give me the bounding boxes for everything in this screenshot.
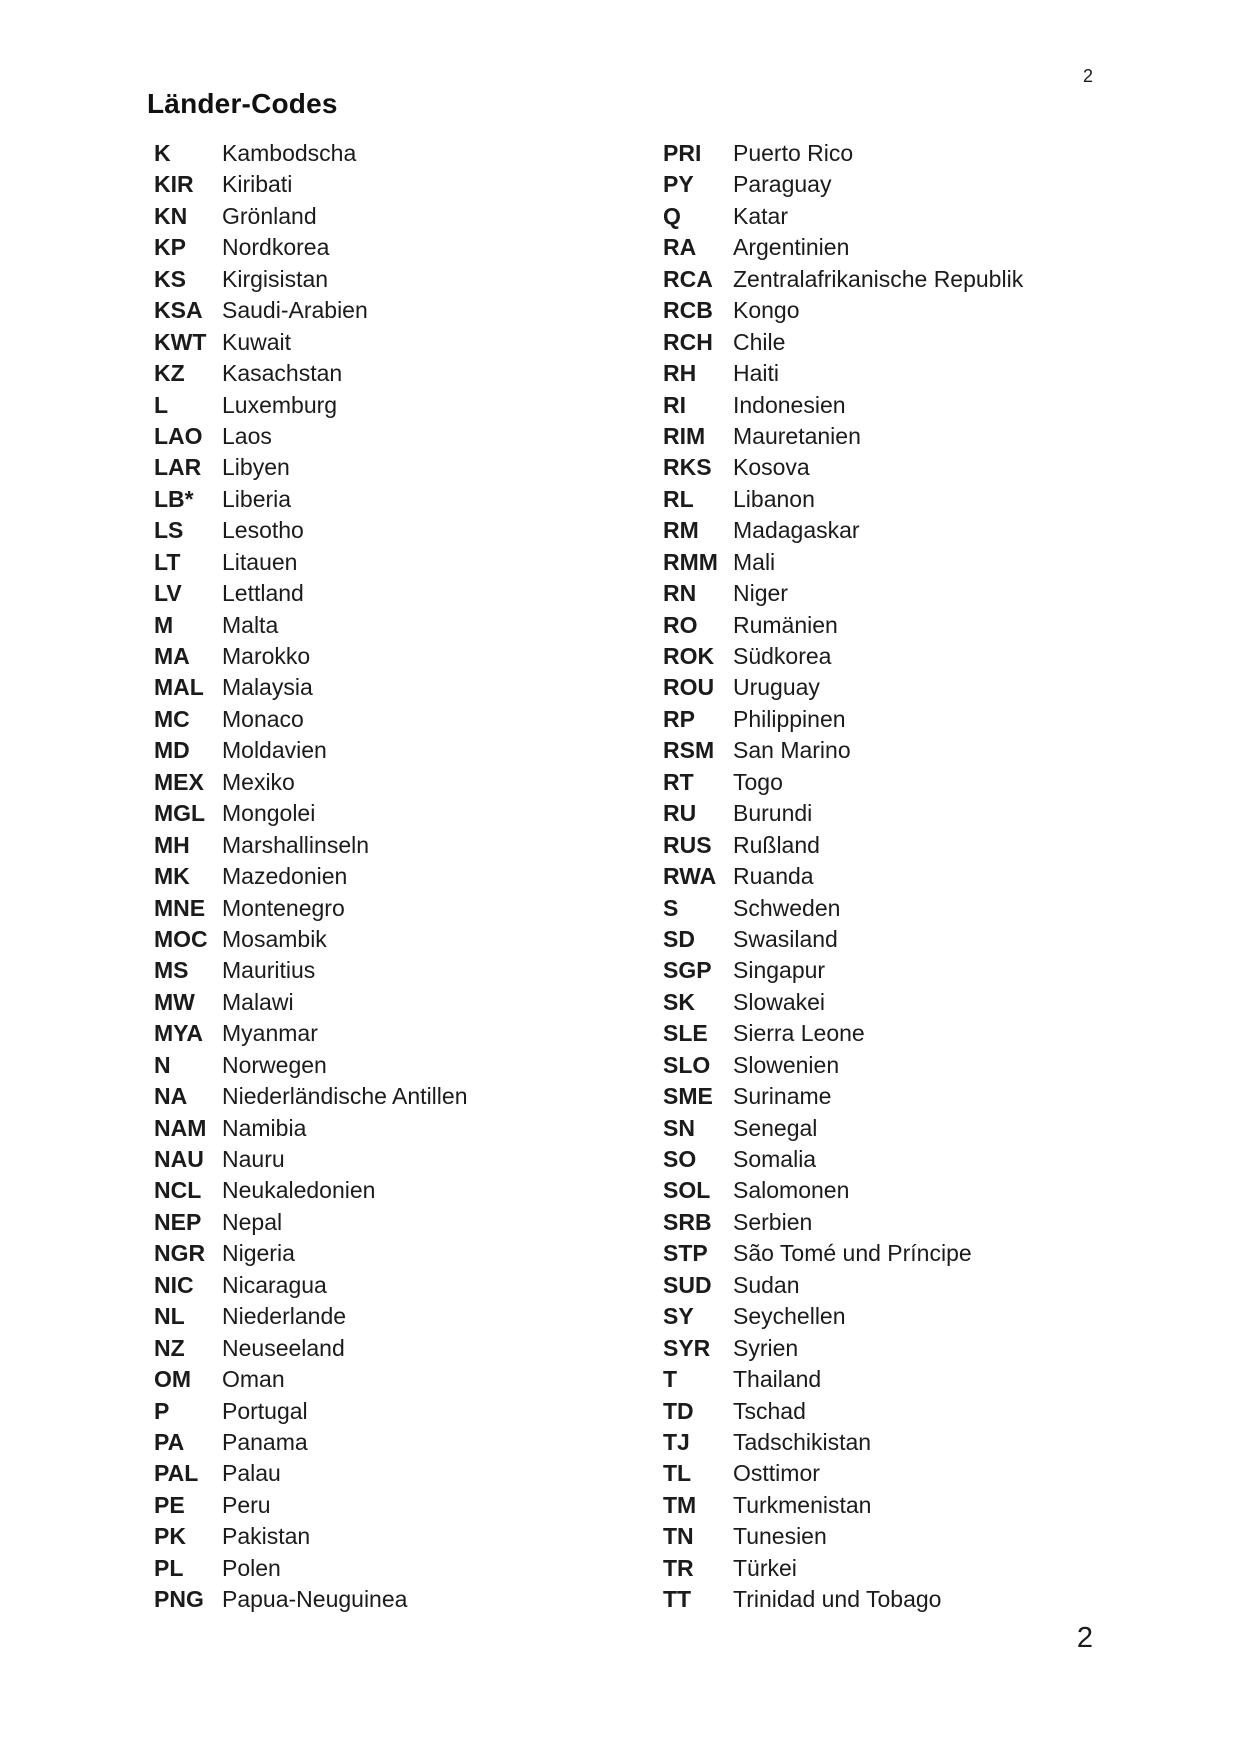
country-code: SLE [663,1020,708,1047]
table-row [154,610,663,641]
country-name: Tunesien [733,1523,827,1550]
table-row [154,1018,663,1049]
country-code: PY [663,171,694,198]
country-code: MC [154,705,190,732]
country-name: Peru [222,1491,271,1518]
country-code: N [154,1051,171,1078]
table-row [154,232,663,263]
country-name: Slowenien [733,1051,840,1078]
table-row [154,169,663,200]
table-row [663,1458,1023,1489]
table-row [663,955,1023,986]
country-code: TD [663,1397,694,1424]
country-name: Suriname [733,1083,832,1110]
country-code: RM [663,517,699,544]
country-name: Rußland [733,831,820,858]
table-row [663,1584,1023,1615]
country-code: SD [663,925,695,952]
country-code: RN [663,580,697,607]
country-name: Marokko [222,643,311,669]
table-row [154,735,663,766]
table-row [663,169,1023,200]
country-code: RMM [663,548,718,575]
country-code: PE [154,1491,185,1518]
table-row [663,735,1023,766]
table-row [154,138,663,169]
table-row [154,358,663,389]
country-codes-table [154,138,1023,1616]
table-row [663,830,1023,861]
table-row [154,201,663,232]
country-code: P [154,1397,170,1424]
country-name: Nigeria [222,1240,295,1267]
country-code: TL [663,1460,692,1487]
country-name: Papua-Neuguinea [222,1586,408,1613]
table-row [154,1584,663,1615]
footer-page-number: 2 [1076,1622,1093,1654]
table-row [154,327,663,358]
country-code: KP [154,234,186,261]
country-code: RKS [663,454,712,481]
table-row [663,232,1023,263]
country-name: Nauru [222,1146,285,1172]
table-row [154,704,663,735]
table-row [154,893,663,924]
table-row [663,1427,1023,1458]
table-row [663,1144,1023,1175]
table-row [663,390,1023,421]
country-name: Singapur [733,957,826,984]
country-name: Neuseeland [222,1334,345,1361]
country-code: K [154,140,171,166]
table-row [663,704,1023,735]
country-code: RU [663,800,697,827]
country-name: Mexiko [222,768,295,795]
country-name: Senegal [733,1114,818,1141]
country-name: Paraguay [733,171,832,198]
country-code: ROU [663,674,715,701]
country-code: RCH [663,328,713,355]
table-row [154,1458,663,1489]
page-title: Länder-Codes [147,88,338,119]
table-row [663,1018,1023,1049]
country-name: Laos [222,422,272,449]
country-code: NZ [154,1334,185,1361]
country-code: RSM [663,737,715,764]
country-name: Sudan [733,1271,800,1298]
country-code: KIR [154,171,194,198]
country-code: RWA [663,863,717,890]
country-name: Burundi [733,800,813,827]
country-code: NIC [154,1271,194,1298]
table-row [154,1521,663,1552]
table-row [154,672,663,703]
country-name: Nicaragua [222,1271,327,1298]
country-name: Katar [733,202,788,229]
country-name: Lesotho [222,517,304,544]
country-code: RCB [663,297,713,324]
country-code: PA [154,1428,185,1455]
country-name: Luxemburg [222,391,338,418]
table-row [663,610,1023,641]
country-name: Zentralafrikanische Republik [733,265,1024,292]
table-row [154,1113,663,1144]
country-name: Pakistan [222,1523,311,1550]
country-name: Libyen [222,454,290,481]
country-code: SRB [663,1208,712,1235]
country-name: Myanmar [222,1020,318,1047]
table-row [154,390,663,421]
table-row [663,798,1023,829]
country-name: Polen [222,1554,281,1581]
country-code: RO [663,611,698,638]
table-row [154,1333,663,1364]
table-row [663,1238,1023,1269]
country-name: Kosova [733,454,810,481]
country-code: NGR [154,1240,206,1267]
country-name: Marshallinseln [222,831,370,858]
table-row [154,547,663,578]
country-name: Neukaledonien [222,1177,376,1204]
table-row [154,830,663,861]
table-row [663,1333,1023,1364]
country-name: Puerto Rico [733,140,854,166]
table-row [663,295,1023,326]
table-row [663,578,1023,609]
country-code: LAR [154,454,202,481]
country-name: Malaysia [222,674,313,701]
table-row [154,1238,663,1269]
country-code: TJ [663,1428,690,1455]
country-name: Oman [222,1366,285,1393]
country-code: TM [663,1491,697,1518]
country-code: RH [663,360,697,387]
country-name: Türkei [733,1554,797,1581]
country-code: SME [663,1083,713,1110]
country-name: Kiribati [222,171,293,198]
country-name: Chile [733,328,786,355]
table-row [154,1427,663,1458]
table-row [154,578,663,609]
country-code: NCL [154,1177,202,1204]
country-name: Kambodscha [222,140,357,166]
country-name: Somalia [733,1146,817,1172]
country-name: Seychellen [733,1303,846,1330]
country-code: MK [154,863,190,890]
country-name: Mazedonien [222,863,348,890]
table-row [663,484,1023,515]
country-name: Grönland [222,202,317,229]
country-name: Uruguay [733,674,820,701]
country-code: LT [154,548,181,575]
table-row [663,1521,1023,1552]
table-row [663,264,1023,295]
country-code: MEX [154,768,204,795]
country-name: Rumänien [733,611,838,638]
table-row [154,1396,663,1427]
table-row [154,264,663,295]
country-code: KZ [154,360,185,387]
country-name: Malawi [222,988,294,1015]
country-name: Monaco [222,705,304,732]
country-name: São Tomé und Príncipe [733,1240,972,1267]
country-name: Namibia [222,1114,307,1141]
table-row [154,955,663,986]
country-name: Slowakei [733,988,826,1015]
country-code: SY [663,1303,694,1330]
country-code: LAO [154,422,203,449]
table-row [663,1270,1023,1301]
country-name: Norwegen [222,1051,327,1078]
country-code: NAM [154,1114,207,1141]
country-name: Madagaskar [733,517,860,544]
country-code: RI [663,391,686,418]
country-code: TN [663,1523,694,1550]
country-code: MAL [154,674,204,701]
table-row [663,515,1023,546]
codes-column-right [663,138,1023,1616]
country-name: Palau [222,1460,281,1487]
table-row [663,1553,1023,1584]
country-name: Montenegro [222,894,345,921]
country-name: Mauretanien [733,422,861,449]
table-row [663,138,1023,169]
country-code: RP [663,705,695,732]
country-code: SO [663,1146,697,1172]
table-row [663,861,1023,892]
country-name: Litauen [222,548,298,575]
table-row [154,1490,663,1521]
country-code: Q [663,202,681,229]
country-name: Panama [222,1428,308,1455]
country-name: Mauritius [222,957,316,984]
country-code: PNG [154,1586,204,1613]
table-row [663,641,1023,672]
country-code: KS [154,265,186,292]
table-row [663,201,1023,232]
table-row [154,1207,663,1238]
country-code: SYR [663,1334,711,1361]
table-row [154,987,663,1018]
table-row [154,484,663,515]
country-code: KSA [154,297,203,324]
country-code: MH [154,831,190,858]
country-code: MW [154,988,195,1015]
country-name: Swasiland [733,925,838,952]
country-name: Osttimor [733,1460,820,1487]
table-row [154,295,663,326]
country-code: RA [663,234,697,261]
country-code: MNE [154,894,206,921]
table-row [663,1396,1023,1427]
country-name: Libanon [733,485,815,512]
country-name: Schweden [733,894,841,921]
country-code: M [154,611,174,638]
table-row [154,767,663,798]
country-name: Kirgisistan [222,265,329,292]
country-code: TR [663,1554,694,1581]
country-name: Tadschikistan [733,1428,872,1455]
table-row [663,358,1023,389]
country-code: RCA [663,265,713,292]
country-name: Lettland [222,580,304,607]
country-name: Tschad [733,1397,806,1424]
country-name: Nordkorea [222,234,330,261]
table-row [663,893,1023,924]
table-row [663,1081,1023,1112]
country-name: Kasachstan [222,360,343,387]
table-row [154,924,663,955]
country-code: STP [663,1240,708,1267]
country-code: LS [154,517,184,544]
country-code: KWT [154,328,207,355]
country-code: MD [154,737,190,764]
country-name: Niederlande [222,1303,347,1330]
country-code: SK [663,988,695,1015]
country-code: PL [154,1554,184,1581]
table-row [154,1270,663,1301]
table-row [663,767,1023,798]
table-row [154,1364,663,1395]
country-code: PAL [154,1460,199,1487]
country-code: SOL [663,1177,711,1204]
country-code: KN [154,202,188,229]
table-row [663,987,1023,1018]
country-code: MA [154,643,190,669]
country-code: NL [154,1303,185,1330]
table-row [663,1364,1023,1395]
table-row [154,452,663,483]
country-code: TT [663,1586,692,1613]
country-code: RUS [663,831,712,858]
country-code: NEP [154,1208,202,1235]
table-row [663,1490,1023,1521]
country-code: RIM [663,422,706,449]
country-name: Ruanda [733,863,814,890]
table-row [154,1081,663,1112]
table-row [154,1175,663,1206]
country-name: Indonesien [733,391,846,418]
country-code: MYA [154,1020,203,1047]
table-row [663,1207,1023,1238]
country-name: Mosambik [222,925,327,952]
country-code: SGP [663,957,712,984]
country-code: PRI [663,140,702,166]
country-name: Südkorea [733,643,832,669]
codes-column-left [154,138,663,1616]
table-row [663,421,1023,452]
country-name: Salomonen [733,1177,850,1204]
country-name: Syrien [733,1334,799,1361]
country-code: NAU [154,1146,204,1172]
country-name: Argentinien [733,234,850,261]
table-row [663,1050,1023,1081]
country-code: OM [154,1366,192,1393]
country-name: Portugal [222,1397,308,1424]
country-code: T [663,1366,678,1393]
country-code: L [154,391,169,418]
country-name: Liberia [222,485,292,512]
table-row [154,1050,663,1081]
table-row [663,1301,1023,1332]
table-row [154,515,663,546]
country-code: S [663,894,679,921]
table-row [154,798,663,829]
country-code: LB* [154,485,194,512]
table-row [663,672,1023,703]
country-code: NA [154,1083,188,1110]
country-name: Kuwait [222,328,292,355]
country-name: Moldavien [222,737,327,764]
country-code: SLO [663,1051,711,1078]
country-code: RL [663,485,694,512]
table-row [663,924,1023,955]
country-name: Sierra Leone [733,1020,865,1047]
country-code: RT [663,768,694,795]
table-row [663,547,1023,578]
table-row [663,327,1023,358]
country-code: PK [154,1523,186,1550]
header-page-number: 2 [1082,66,1093,86]
country-name: Saudi-Arabien [222,297,368,324]
table-row [663,452,1023,483]
table-row [154,1553,663,1584]
country-name: Togo [733,768,783,795]
country-code: MGL [154,800,206,827]
country-name: Haiti [733,360,780,387]
country-code: LV [154,580,182,607]
country-name: Trinidad und Tobago [733,1586,942,1613]
country-code: SN [663,1114,695,1141]
country-name: Kongo [733,297,800,324]
country-name: Serbien [733,1208,813,1235]
table-row [154,641,663,672]
country-name: Niederländische Antillen [222,1083,468,1110]
table-row [154,1301,663,1332]
country-name: Mongolei [222,800,316,827]
country-name: Thailand [733,1366,822,1393]
country-name: Niger [733,580,788,607]
table-row [663,1175,1023,1206]
country-name: Mali [733,548,776,575]
table-row [154,421,663,452]
table-row [154,1144,663,1175]
country-code: MOC [154,925,208,952]
country-name: Nepal [222,1208,283,1235]
country-name: Philippinen [733,705,846,732]
table-row [154,861,663,892]
country-code: ROK [663,643,715,669]
country-name: Turkmenistan [733,1491,872,1518]
country-code: SUD [663,1271,712,1298]
country-name: San Marino [733,737,851,764]
table-row [663,1113,1023,1144]
country-code: MS [154,957,189,984]
country-name: Malta [222,611,279,638]
